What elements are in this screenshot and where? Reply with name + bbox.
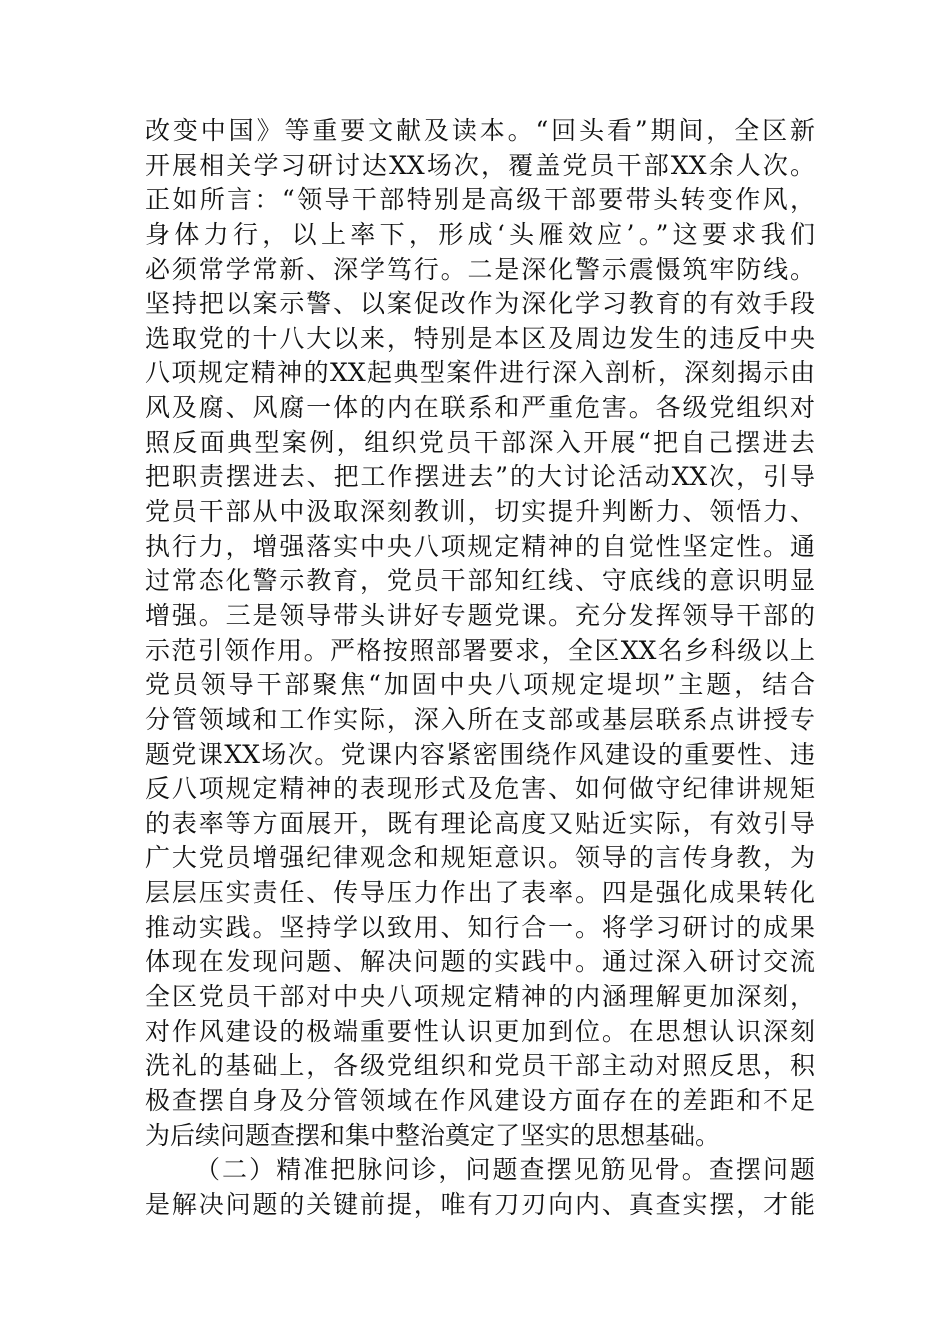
text-line: 体现在发现问题、解决问题的实践中。通过深入研讨交流	[145, 947, 815, 977]
paragraph-last-line: 为后续问题查摆和集中整治奠定了坚实的思想基础。	[145, 1120, 721, 1150]
text-line: 增强。三是领导带头讲好专题党课。充分发挥领导干部的	[145, 600, 815, 630]
text-line: 身体力行，以上率下，形成‘头雁效应’。”这要求我们	[145, 219, 815, 249]
text-line: 层层压实责任、传导压力作出了表率。四是强化成果转化	[145, 878, 815, 908]
text-line: 是解决问题的关键前提，唯有刀刃向内、真查实摆，才能	[145, 1189, 815, 1219]
section-heading-line: （二）精准把脉问诊，问题查摆见筋见骨。查摆问题	[195, 1155, 815, 1185]
text-line: 过常态化警示教育，党员干部知红线、守底线的意识明显	[145, 566, 815, 596]
text-line: 反八项规定精神的表现形式及危害、如何做守纪律讲规矩	[145, 774, 815, 804]
text-line: 把职责摆进去、把工作摆进去”的大讨论活动XX次，引导	[145, 462, 815, 492]
body-text	[145, 114, 815, 1223]
text-line: 对作风建设的极端重要性认识更加到位。在思想认识深刻	[145, 1016, 815, 1046]
text-line: 洗礼的基础上，各级党组织和党员干部主动对照反思，积	[145, 1051, 815, 1081]
text-line: 八项规定精神的XX起典型案件进行深入剖析，深刻揭示由	[145, 358, 815, 388]
text-line: 极查摆自身及分管领域在作风建设方面存在的差距和不足	[145, 1085, 815, 1115]
text-line: 示范引领作用。严格按照部署要求，全区XX名乡科级以上	[145, 635, 815, 665]
text-line: 党员干部从中汲取深刻教训，切实提升判断力、领悟力、	[145, 497, 815, 527]
text-line: 坚持把以案示警、以案促改作为深化学习教育的有效手段	[145, 289, 815, 319]
text-line: 推动实践。坚持学以致用、知行合一。将学习研讨的成果	[145, 912, 815, 942]
text-line: 分管领域和工作实际，深入所在支部或基层联系点讲授专	[145, 704, 815, 734]
text-line: 题党课XX场次。党课内容紧密围绕作风建设的重要性、违	[145, 739, 815, 769]
text-line: 风及腐、风腐一体的内在联系和严重危害。各级党组织对	[145, 393, 815, 423]
text-line: 选取党的十八大以来，特别是本区及周边发生的违反中央	[145, 323, 815, 353]
text-line: 照反面典型案例，组织党员干部深入开展“把自己摆进去	[145, 427, 815, 457]
text-line: 开展相关学习研讨达XX场次，覆盖党员干部XX余人次。	[145, 150, 815, 180]
text-line: 全区党员干部对中央八项规定精神的内涵理解更加深刻，	[145, 982, 815, 1012]
text-line: 正如所言：“领导干部特别是高级干部要带头转变作风，	[145, 185, 815, 215]
text-line: 党员领导干部聚焦“加固中央八项规定堤坝”主题，结合	[145, 670, 815, 700]
text-line: 必须常学常新、深学笃行。二是深化警示震慑筑牢防线。	[145, 254, 815, 284]
text-line: 执行力，增强落实中央八项规定精神的自觉性坚定性。通	[145, 531, 815, 561]
text-line: 改变中国》等重要文献及读本。“回头看”期间，全区新	[145, 116, 815, 145]
text-line: 的表率等方面展开，既有理论高度又贴近实际，有效引导	[145, 808, 815, 838]
text-line: 广大党员增强纪律观念和规矩意识。领导的言传身教，为	[145, 843, 815, 873]
